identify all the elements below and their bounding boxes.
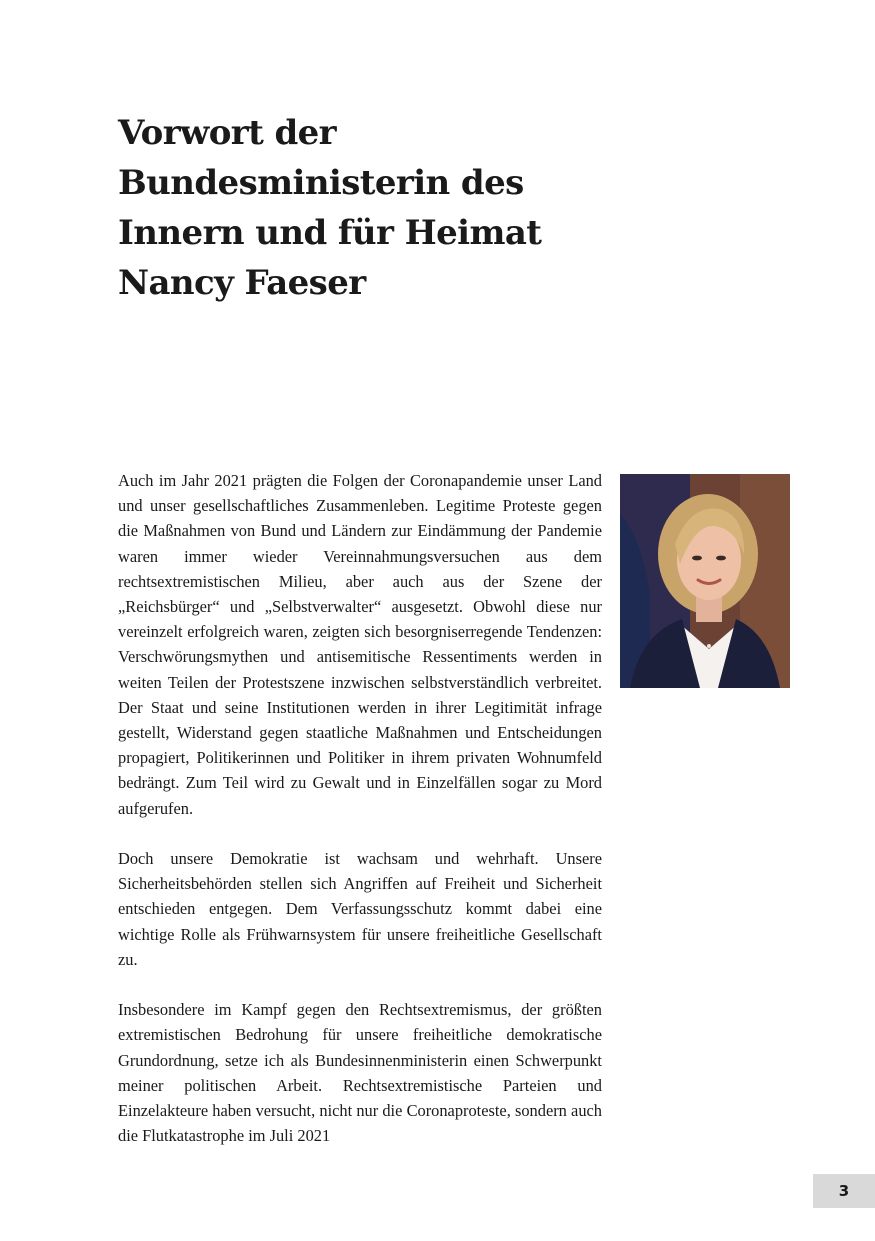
page-number: 3 [813, 1174, 875, 1208]
title-line-3: Innern und für Heimat [118, 213, 542, 253]
title-line-2: Bundesministerin des [118, 163, 524, 203]
paragraph-3: Insbesondere im Kampf gegen den Rechtsextremismus, der größten extremistischen Bedrohung für unsere freiheitliche demokratische Grundordnung, setze ich als Bundesinnenministerin einen Schwerpunkt meiner politischen Arbeit. Rechtsextremistische Parteien und Einzelakteure haben versucht, nicht nur die Coronaproteste, sondern auch die Flutkatastrophe im Juli 2021 [118, 1000, 602, 1146]
portrait-photo [620, 474, 790, 688]
page-title [118, 108, 638, 308]
title-line-4: Nancy Faeser [118, 263, 366, 303]
title-line-1: Vorwort der [118, 113, 336, 153]
paragraph-1: Auch im Jahr 2021 prägten die Folgen der Coronapandemie unser Land und unser gesellschaftliches Zusammenleben. Legitime Proteste gegen die Maßnahmen von Bund und Ländern zur Eindämmung der Pandemie waren immer wieder Vereinnahmungsversuchen aus dem rechtsextremistischen Milieu, aber auch aus der Szene der „Reichsbürger“ und „Selbstverwalter“ ausgesetzt. Obwohl diese nur vereinzelt erfolgreich waren, zeigten sich besorgniserregende Tendenzen: Verschwörungsmythen und antisemitische Ressentiments werden in weiten Teilen der Protestszene inzwischen selbstverständlich verbreitet. Der Staat und seine Institutionen werden in ihrer Legitimität infrage gestellt, Widerstand gegen staatliche Maßnahmen und Entscheidungen propagiert, Politikerinnen und Politiker in ihrem privaten Wohnumfeld bedrängt. Zum Teil wird zu Gewalt und in Einzelfällen sogar zu Mord aufgerufen. [118, 471, 602, 818]
paragraph-2: Doch unsere Demokratie ist wachsam und wehrhaft. Unsere Sicherheitsbehörden stellen sich Angriffen auf Freiheit und Sicherheit entschieden entgegen. Dem Verfassungsschutz kommt dabei eine wichtige Rolle als Frühwarnsystem für unsere freiheitliche Gesellschaft zu. [118, 849, 602, 969]
body-text [118, 468, 602, 1174]
